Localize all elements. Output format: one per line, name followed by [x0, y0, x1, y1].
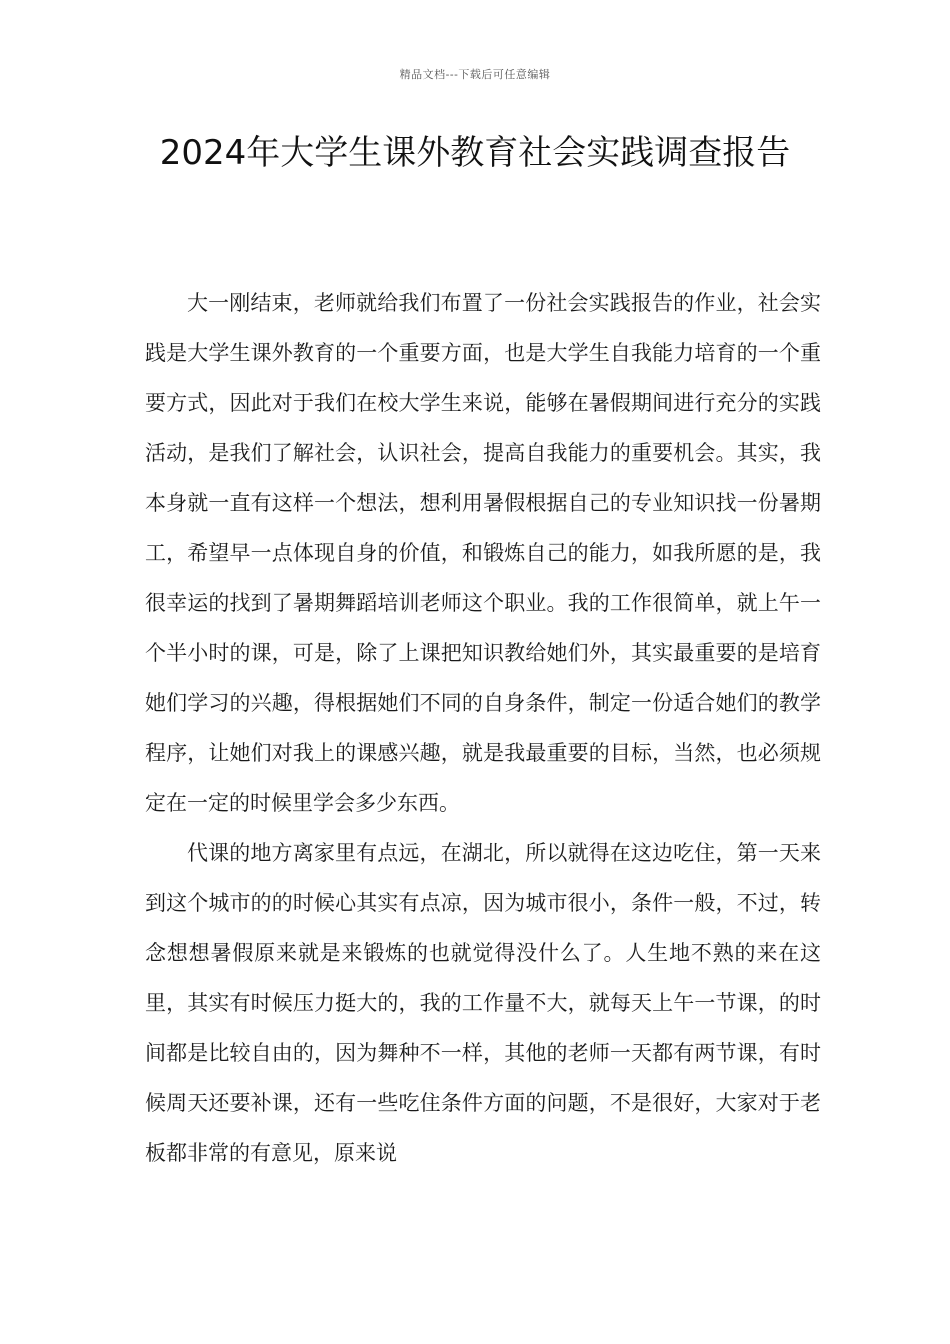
document-title: 2024年大学生课外教育社会实践调查报告: [159, 133, 791, 173]
paragraph-1: 大一刚结束，老师就给我们布置了一份社会实践报告的作业，社会实践是大学生课外教育的一个重要方面，也是大学生自我能力培育的一个重要方式，因此对于我们在校大学生来说，能够在暑假期间进行充分的实践活动，是我们了解社会，认识社会，提高自我能力的重要机会。其实，我本身就一直有这样一个想法，想利用暑假根据自己的专业知识找一份暑期工，希望早一点体现自身的价值，和锻炼自己的能力，如我所愿的是，我很幸运的找到了暑期舞蹈培训老师这个职业。我的工作很简单，就上午一个半小时的课，可是，除了上课把知识教给她们外，其实最重要的是培育她们学习的兴趣，得根据她们不同的自身条件，制定一份适合她们的教学程序，让她们对我上的课感兴趣，就是我最重要的目标，当然，也必须规定在一定的时候里学会多少东西。: [145, 291, 821, 815]
header-note: 精品文档---下载后可任意编辑: [399, 68, 551, 81]
document-body: [145, 278, 821, 1178]
paragraph-2: 代课的地方离家里有点远，在湖北，所以就得在这边吃住，第一天来到这个城市的的时候心其实有点凉，因为城市很小，条件一般，不过，转念想想暑假原来就是来锻炼的也就觉得没什么了。人生地不熟的来在这里，其实有时候压力挺大的，我的工作量不大，就每天上午一节课，的时间都是比较自由的，因为舞种不一样，其他的老师一天都有两节课，有时候周天还要补课，还有一些吃住条件方面的问题，不是很好，大家对于老板都非常的有意见，原来说: [145, 841, 821, 1165]
